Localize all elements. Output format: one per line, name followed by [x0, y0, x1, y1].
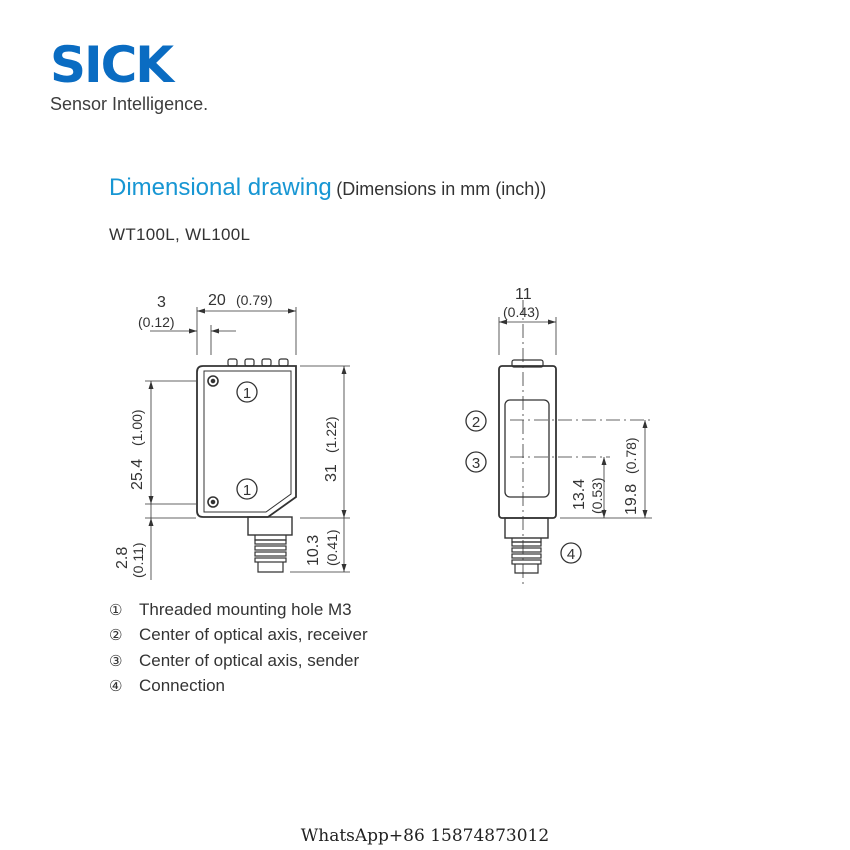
logo-wordmark: SICK — [50, 36, 173, 94]
heading-subtitle: (Dimensions in mm (inch)) — [336, 179, 547, 199]
dim-sender-inch: (0.53) — [589, 477, 605, 514]
contact-footer: WhatsApp+86 15874873012 — [300, 826, 550, 846]
dim-connector-inch: (0.41) — [324, 529, 340, 566]
legend-text: Threaded mounting hole M3 — [139, 600, 352, 619]
legend-item — [109, 673, 368, 698]
dim-front-width-mm: 11 — [515, 286, 532, 303]
marker-receiver: 2 — [471, 414, 481, 431]
marker-connection: 4 — [566, 546, 576, 563]
optical-window — [505, 400, 549, 497]
logo-tagline: Sensor Intelligence. — [50, 94, 209, 114]
front-view — [466, 286, 652, 585]
dim-receiver-mm: 19.8 — [623, 483, 640, 515]
dim-bottom-inch: (0.11) — [130, 542, 146, 578]
dim-sender-mm: 13.4 — [571, 478, 588, 510]
legend-number: ② — [109, 627, 123, 645]
legend-text: Connection — [139, 675, 226, 695]
dim-width-inch: (0.79) — [236, 292, 273, 308]
model-names: WT100L, WL100L — [109, 225, 251, 244]
dim-hole-spacing-inch: (1.00) — [129, 409, 145, 446]
legend-item — [109, 648, 368, 673]
dim-front-width-inch: (0.43) — [503, 304, 540, 320]
marker-mounting-hole-bottom: 1 — [242, 482, 252, 499]
legend-number: ③ — [109, 652, 123, 670]
legend — [109, 597, 368, 698]
dim-bottom-mm: 2.8 — [114, 546, 131, 569]
front-connector-neck — [505, 518, 548, 538]
side-view — [114, 292, 350, 580]
dim-height-inch: (1.22) — [323, 416, 339, 453]
legend-text: Center of optical axis, receiver — [139, 625, 368, 645]
dim-receiver-inch: (0.78) — [623, 437, 639, 474]
marker-mounting-hole-top: 1 — [242, 385, 252, 402]
dim-offset-mm: 3 — [157, 294, 166, 311]
legend-item — [109, 597, 368, 622]
dim-width-mm: 20 — [208, 292, 226, 309]
legend-number: ④ — [109, 677, 123, 695]
marker-sender: 3 — [471, 455, 481, 472]
legend-text: Center of optical axis, sender — [139, 650, 360, 670]
dim-height-mm: 31 — [323, 464, 340, 482]
dim-connector-mm: 10.3 — [305, 534, 322, 566]
dim-hole-spacing-mm: 25.4 — [129, 458, 146, 490]
side-connector-neck — [248, 517, 292, 535]
legend-item — [109, 622, 368, 647]
heading-title: Dimensional drawing — [109, 174, 332, 201]
dim-offset-inch: (0.12) — [138, 314, 175, 330]
legend-number: ① — [109, 602, 123, 619]
